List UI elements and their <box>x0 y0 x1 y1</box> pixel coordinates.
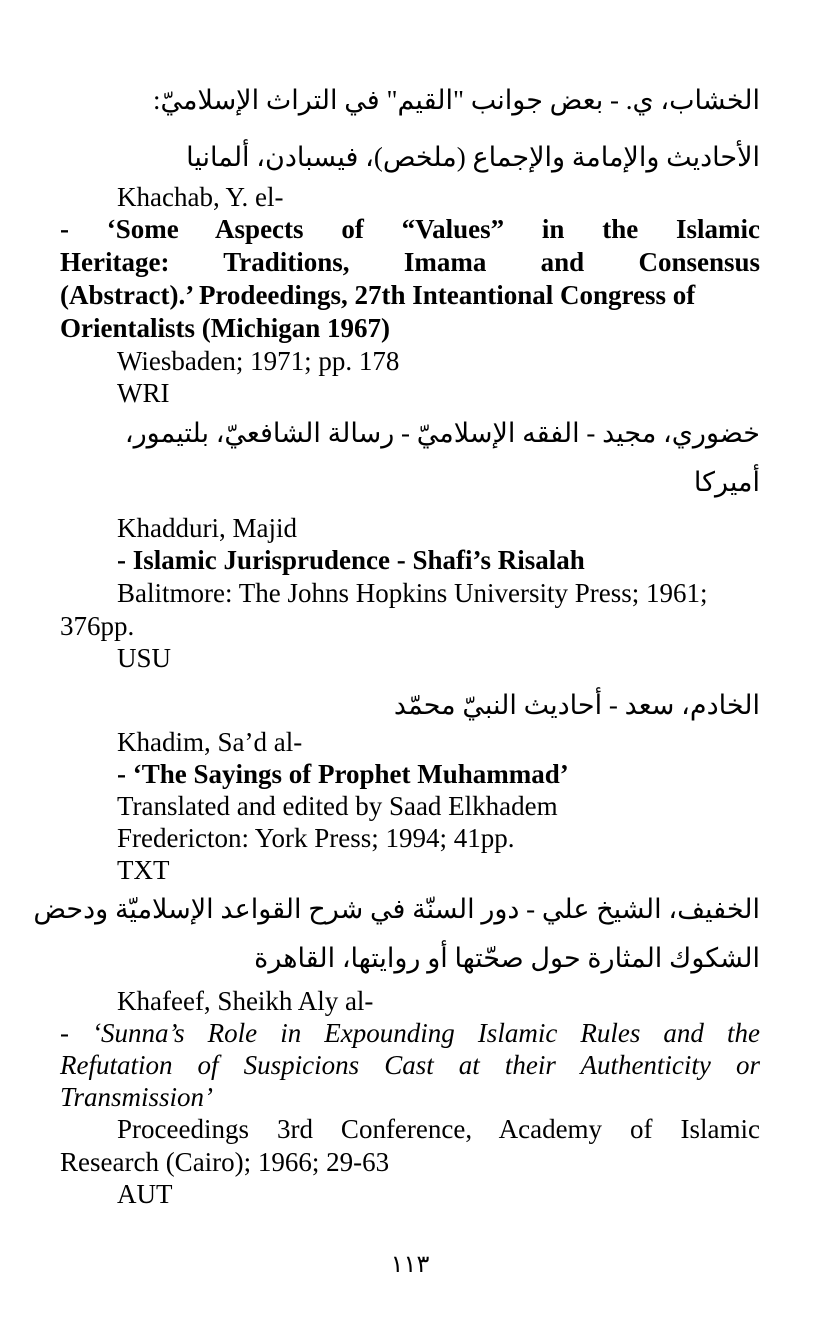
publication-info: Proceedings 3rd Conference, Academy of Islamic <box>117 1114 760 1144</box>
arabic-citation-line: الخشاب، ي. - بعض جوانب "القيم" في التراث الإسلاميّ: <box>152 85 760 115</box>
arabic-citation-line: خضوري، مجيد - الفقه الإسلاميّ - رسالة الشافعيّ، بلتيمور، <box>124 418 760 448</box>
author-name: Khafeef, Sheikh Aly al- <box>117 986 374 1016</box>
publication-info: Translated and edited by Saad Elkhadem <box>117 791 558 821</box>
entry-title-line: - ‘Sunna’s Role in Expounding Islamic Rules and the <box>60 1018 760 1048</box>
arabic-citation-line: الخادم، سعد - أحاديث النبيّ محمّد <box>393 690 760 720</box>
entry-title-line: (Abstract).’ Prodeedings, 27th Inteantional Congress of <box>60 280 696 310</box>
page-number: ١١٣ <box>390 1252 430 1278</box>
publication-info: Research (Cairo); 1966; 29-63 <box>60 1147 390 1177</box>
arabic-citation-line: الشكوك المثارة حول صحّتها أو روايتها، القاهرة <box>254 943 760 973</box>
entry-title-line: Refutation of Suspicions Cast at their Authenticity or <box>60 1050 760 1080</box>
author-name: Khachab, Y. el- <box>117 182 284 212</box>
entry-title-line: Heritage: Traditions, Imama and Consensus <box>60 247 760 277</box>
entry-title-line: Transmission’ <box>60 1082 214 1112</box>
publication-info: Fredericton: York Press; 1994; 41pp. <box>117 823 515 853</box>
entry-title-line: - ‘Some Aspects of “Values” in the Islamic <box>60 214 760 244</box>
publication-info: Balitmore: The Johns Hopkins University Press; 1961; <box>117 578 708 608</box>
library-code: USU <box>117 643 172 673</box>
library-code: AUT <box>117 1179 173 1209</box>
library-code: WRI <box>117 378 170 408</box>
publication-info: 376pp. <box>60 611 135 641</box>
arabic-citation-line: الخفيف، الشيخ علي - دور السنّة في شرح القواعد الإسلاميّة ودحض <box>33 894 760 924</box>
entry-title-line: - Islamic Jurisprudence - Shafi’s Risalah <box>117 545 585 575</box>
author-name: Khadduri, Majid <box>117 513 297 543</box>
arabic-citation-line: الأحاديث والإمامة والإجماع (ملخص)، فيسبادن، ألمانيا <box>186 142 760 172</box>
library-code: TXT <box>117 855 170 885</box>
author-name: Khadim, Sa’d al- <box>117 727 303 757</box>
entry-title-line: - ‘The Sayings of Prophet Muhammad’ <box>117 759 569 789</box>
arabic-citation-line: أميركا <box>693 467 760 497</box>
entry-title-line: Orientalists (Michigan 1967) <box>60 313 390 343</box>
publication-info: Wiesbaden; 1971; pp. 178 <box>117 346 400 376</box>
